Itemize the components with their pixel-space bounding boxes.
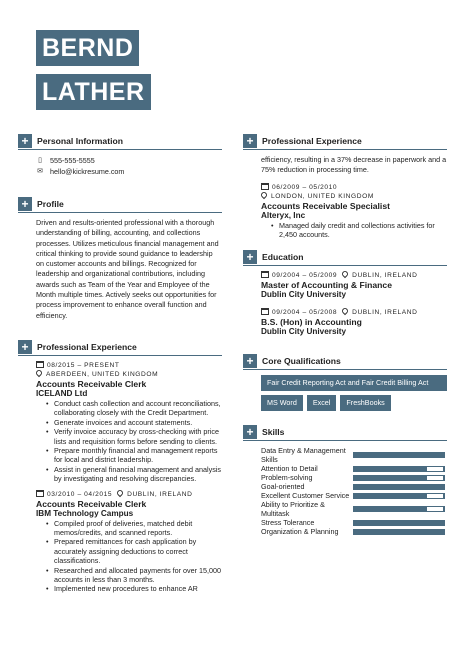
plus-icon: +: [18, 197, 32, 211]
section-title: Core Qualifications: [262, 356, 341, 367]
list-item: • Managed daily credit and collections activities for 2,450 accounts.: [271, 221, 447, 240]
list-item: • Researched and allocated payments for over 15,000 accounts in less than 3 months.: [46, 566, 222, 585]
left-column: [18, 133, 222, 594]
skill-name: Problem-solving: [261, 473, 313, 483]
plus-icon: +: [243, 250, 257, 264]
first-name: BERND: [36, 30, 139, 66]
list-item: • Compiled proof of deliveries, matched debit memos/credits, and scanned reports.: [46, 519, 222, 538]
qualification-tag: MS Word: [261, 395, 303, 411]
skill-name: Ability to Prioritize & Multitask: [261, 500, 325, 519]
calendar-icon: [36, 490, 44, 497]
skill-name: Data Entry & Management Skills: [261, 446, 346, 465]
skill-bar-gap: [427, 494, 443, 498]
job-dates: [261, 183, 447, 192]
section-professional-experience: [18, 339, 222, 356]
skill-level-bar: [353, 493, 445, 499]
section-core-qualifications: [243, 353, 447, 370]
section-profile: [18, 196, 222, 213]
degree: Master of Accounting & Finance: [261, 280, 392, 291]
education-dates: 09/2004 – 05/2008: [272, 309, 338, 317]
company-name: IBM Technology Campus: [36, 508, 134, 518]
skill-row: [261, 518, 447, 527]
email-row: [36, 166, 222, 177]
plus-icon: +: [18, 340, 32, 354]
job-location-text: ABERDEEN, UNITED KINGDOM: [46, 370, 159, 378]
qualification-tag: FreshBooks: [340, 395, 390, 411]
list-item: • Generate invoices and account statements.: [46, 418, 222, 427]
location-pin-icon: [341, 270, 349, 278]
envelope-icon: ✉: [37, 168, 43, 175]
job-title: Accounts Receivable Specialist: [261, 200, 390, 211]
profile-text: Driven and results-oriented professional with a thorough understanding of billing, accounting, and collections processes. Utilizes meticulous financial management and critical thinking to provide sound guidance to leadership on customer accounts and billings. Recognized for leadership and organizational contributions, including awards such as Team of the Year and Employee of the Month multiple times. Actively seeks out opportunities for process improvement to enhance overall function and efficiency.: [36, 218, 219, 320]
skill-bar-gap: [427, 467, 443, 471]
location-pin-icon: [35, 369, 43, 377]
skill-row: [261, 482, 447, 491]
skill-name: Goal-oriented: [261, 482, 305, 492]
education-dates: 09/2004 – 05/2009: [272, 272, 338, 280]
section-title: Professional Experience: [262, 136, 362, 146]
education-dates-location: [261, 271, 447, 280]
section-education: [243, 249, 447, 266]
school: Dublin City University: [261, 290, 347, 300]
section-title: Profile: [37, 199, 64, 209]
skill-level-bar: [353, 484, 445, 490]
skill-name: Organization & Planning: [261, 527, 339, 537]
education-location: DUBLIN, IRELAND: [352, 309, 418, 317]
section-title: Skills: [262, 427, 285, 438]
job-bullet-continuation: efficiency, resulting in a 37% decrease in paperwork and a 75% reduction in processing time.: [261, 155, 447, 175]
job-dates-text: 03/2010 – 04/2015: [47, 490, 113, 498]
core-qualification-tags: [261, 375, 447, 411]
school: Dublin City University: [261, 327, 347, 337]
phone-number: 555-555-5555: [50, 156, 95, 165]
skill-row: [261, 500, 447, 518]
calendar-icon: [261, 183, 269, 190]
section-title: Personal Information: [37, 136, 123, 146]
skill-row: [261, 527, 447, 536]
job-location: [261, 192, 447, 201]
section-title: Education: [262, 252, 304, 263]
job-dates-location: [36, 490, 222, 499]
skill-level-bar: [353, 466, 445, 472]
skill-level-bar: [353, 529, 445, 535]
skills-list: [243, 446, 447, 536]
job-entry: [243, 183, 447, 240]
list-item: • Verify invoice accuracy by cross-checking with price lists and requisition forms before sending to clients.: [46, 427, 222, 446]
section-personal-information: [18, 133, 222, 150]
list-item: • Implemented new procedures to enhance AR: [46, 584, 222, 593]
job-title: Accounts Receivable Clerk: [36, 378, 147, 389]
location-pin-icon: [341, 307, 349, 315]
job-dates: [36, 361, 222, 370]
education-entry: [243, 308, 447, 337]
plus-icon: +: [243, 134, 257, 148]
calendar-icon: [261, 271, 269, 278]
degree: B.S. (Hon) in Accounting: [261, 317, 362, 328]
skill-level-bar: [353, 506, 445, 512]
qualification-tag: Fair Credit Reporting Act and Fair Credit Billing Act: [261, 375, 447, 391]
location-pin-icon: [260, 190, 268, 198]
job-dates-text: 08/2015 – PRESENT: [47, 361, 120, 369]
company-name: Alteryx, Inc: [261, 210, 306, 220]
job-bullets: [46, 519, 222, 594]
job-entry: [18, 361, 222, 484]
skill-name: Excellent Customer Service: [261, 491, 350, 501]
list-item: • Prepared remittances for cash application by accurately assigning deductions to correct classifications.: [46, 537, 222, 565]
job-dates-text: 06/2009 – 05/2010: [272, 183, 338, 191]
section-title: Professional Experience: [37, 341, 137, 352]
email-address: hello@kickresume.com: [50, 167, 125, 176]
skill-row: [261, 491, 447, 500]
job-bullets: [46, 399, 222, 484]
plus-icon: +: [243, 354, 257, 368]
skill-level-bar: [353, 452, 445, 458]
skill-row: [261, 446, 447, 464]
company-name: ICELAND Ltd: [36, 388, 88, 398]
education-entry: [243, 271, 447, 300]
section-skills: [243, 424, 447, 441]
phone-icon: ▯: [38, 157, 42, 164]
qualification-tag: Excel: [307, 395, 337, 411]
skill-level-bar: [353, 475, 445, 481]
skill-level-bar: [353, 520, 445, 526]
section-professional-experience-continued: [243, 133, 447, 150]
skill-name: Stress Tolerance: [261, 518, 315, 528]
skill-row: [261, 473, 447, 482]
calendar-icon: [261, 308, 269, 315]
skill-name: Attention to Detail: [261, 464, 318, 474]
job-entry: [18, 490, 222, 594]
phone-row: [36, 155, 222, 166]
education-location: DUBLIN, IRELAND: [352, 272, 418, 280]
location-pin-icon: [116, 488, 124, 496]
skill-bar-gap: [427, 507, 443, 511]
skill-bar-gap: [427, 476, 443, 480]
plus-icon: +: [243, 425, 257, 439]
job-location-text: DUBLIN, IRELAND: [127, 490, 193, 498]
skill-row: [261, 464, 447, 473]
job-title: Accounts Receivable Clerk: [36, 498, 147, 509]
list-item: • Assist in general financial management and analysis by investigating and resolving discrepancies.: [46, 465, 222, 484]
last-name: LATHER: [36, 74, 151, 110]
list-item: • Prepare monthly financial and management reports for local and district leadership.: [46, 446, 222, 465]
job-location-text: LONDON, UNITED KINGDOM: [271, 192, 374, 200]
plus-icon: +: [18, 134, 32, 148]
list-item: • Conduct cash collection and account reconciliations, collaborating closely with the Credit Department.: [46, 399, 222, 418]
calendar-icon: [36, 361, 44, 368]
right-column: [243, 133, 447, 536]
job-location: [36, 370, 222, 379]
job-bullets: [271, 221, 447, 240]
education-dates-location: [261, 308, 447, 317]
